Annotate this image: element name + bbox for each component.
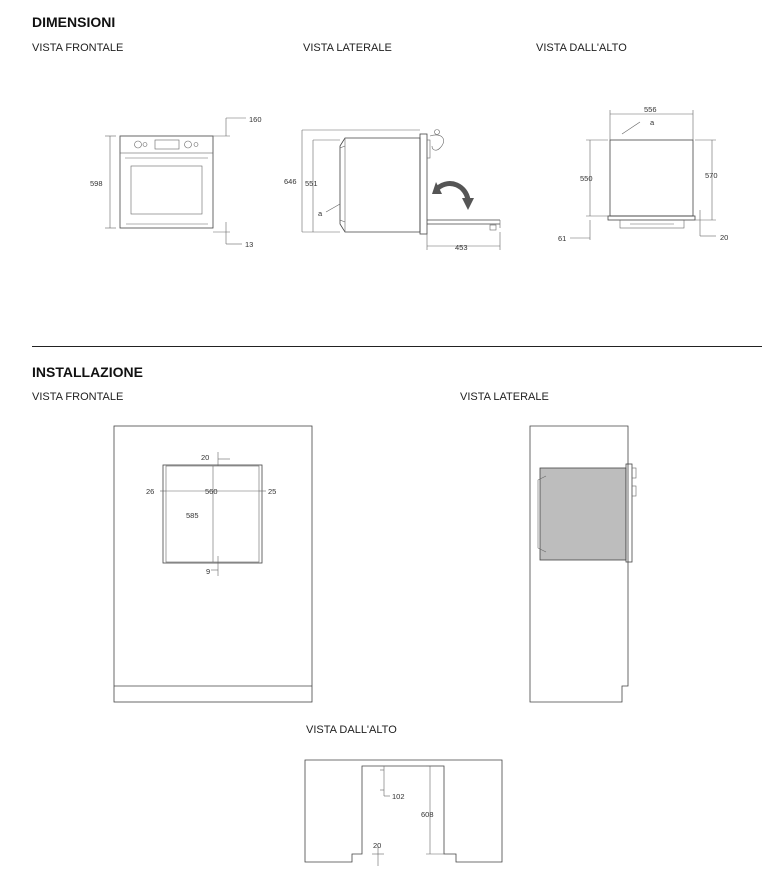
inst-top-depth: 608 xyxy=(421,810,434,819)
inst-top-front-gap: 20 xyxy=(373,841,382,850)
dimensions-title: DIMENSIONI xyxy=(32,14,116,30)
dim-top-depth-left: 550 xyxy=(580,174,593,183)
inst-front-bottom-gap: 9 xyxy=(206,567,211,576)
inst-front-right-gap: 25 xyxy=(268,487,277,496)
inst-front-width: 560 xyxy=(205,487,218,496)
dim-top-width: 556 xyxy=(644,105,657,114)
inst-top-view-label: VISTA DALL'ALTO xyxy=(306,724,397,736)
inst-side-view-label: VISTA LATERALE xyxy=(460,391,549,403)
dim-top-front-left: 61 xyxy=(558,234,567,243)
dim-top-view-label: VISTA DALL'ALTO xyxy=(536,42,627,54)
inst-top-cabinet-drawing xyxy=(305,760,502,866)
dim-front-top-offset: 160 xyxy=(249,115,262,124)
dim-front-height: 598 xyxy=(90,179,103,188)
dim-front-view-label: VISTA FRONTALE xyxy=(32,42,124,54)
dim-side-body-depth: 551 xyxy=(305,179,318,188)
dim-front-oven-drawing xyxy=(105,118,246,244)
dim-side-view-label: VISTA LATERALE xyxy=(303,42,392,54)
dim-side-total-depth: 646 xyxy=(284,177,297,186)
dim-side-oven-drawing xyxy=(302,130,500,251)
dim-front-bottom-offset: 13 xyxy=(245,240,254,249)
inst-side-cabinet-drawing xyxy=(530,426,636,702)
installation-title: INSTALLAZIONE xyxy=(32,364,143,380)
dim-top-depth-right: 570 xyxy=(705,171,718,180)
inst-front-height: 585 xyxy=(186,511,199,520)
dim-side-marker: a xyxy=(318,209,323,218)
inst-front-view-label: VISTA FRONTALE xyxy=(32,391,124,403)
inst-front-left-gap: 26 xyxy=(146,487,155,496)
dim-side-door-open: 453 xyxy=(455,243,468,252)
dim-top-front-right: 20 xyxy=(720,233,729,242)
inst-top-rear-gap: 102 xyxy=(392,792,405,801)
dim-top-marker: a xyxy=(650,118,655,127)
inst-front-cabinet-drawing xyxy=(114,426,312,702)
inst-front-top-gap: 20 xyxy=(201,453,210,462)
